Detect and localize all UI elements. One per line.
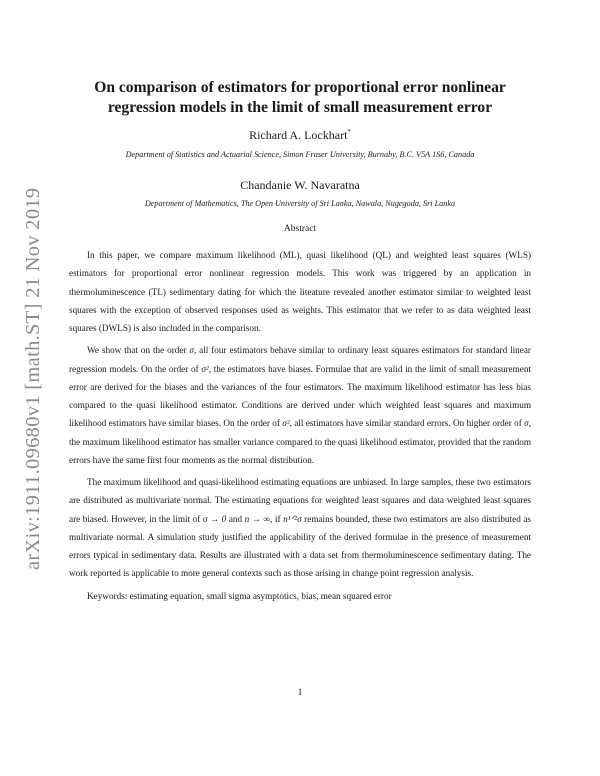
affiliation-1: Department of Statistics and Actuarial Science, Simon Fraser University, Burnaby, B.C. V5A 1S6, Canada xyxy=(125,150,475,159)
abstract-heading: Abstract xyxy=(283,224,317,234)
author-2 xyxy=(60,178,540,193)
title-line-2: regression models in the limit of small measurement error xyxy=(107,99,493,116)
author-1-mark: * xyxy=(347,128,351,136)
arxiv-stamp-text: arXiv:1911.09680v1 [math.ST] 21 Nov 2019 xyxy=(22,187,44,570)
abstract-paragraph-3: The maximum likelihood and quasi-likelihood estimating equations are unbiased. In large samples, these two estimators are distributed as multivariate normal. The estimating equations for weighted least squares and data weighted least squares are biased. However, in the limit of σ → 0 and n → ∞, if n¹ᐟ²σ remains bounded, these two estimators are also distributed as multivariate normal. A simulation study justified the applicability of the derived formulae in the presence of measurement errors typical in sedimentary data. Results are illustrated with a data set from thermoluminescence sedimentary dating. The work reported is applicable to more general contexts such as those arising in change point regression analysis. xyxy=(69,477,531,579)
abstract-paragraph-1: In this paper, we compare maximum likelihood (ML), quasi likelihood (QL) and weighted least squares (WLS) estimators for proportional error nonlinear regression models. This work was triggered by an application in thermoluminescence (TL) sedimentary dating for which the liteature revealed another estimator similar to weighted least squares with the exception of observed responses used as weights. This estimator that we refer to as data weighted least squares (DWLS) is also included in the comparison. xyxy=(69,250,531,333)
title-line-1: On comparison of estimators for proportional error nonlinear xyxy=(94,79,506,96)
affiliation-2: Department of Mathematics, The Open University of Sri Lanka, Nawala, Nugegoda, Sri Lanka xyxy=(144,199,456,208)
abstract-body xyxy=(69,246,531,609)
keywords: Keywords: estimating equation, small sigma asymptotics, bias, mean squared error xyxy=(87,590,392,601)
author-2-name: Chandanie W. Navaratna xyxy=(240,178,360,192)
author-1 xyxy=(60,128,540,143)
page-number: 1 xyxy=(297,688,303,698)
arxiv-stamp xyxy=(0,0,44,776)
paper-title xyxy=(60,78,540,118)
author-1-name: Richard A. Lockhart xyxy=(249,128,348,142)
abstract-paragraph-2: We show that on the order σ, all four estimators behave similar to ordinary least squares estimators for standard linear regression models. On the order of σ², the estimators have biases. Formulae that are valid in the limit of small measurement error are derived for the biases and the variances of the four estimators. The maximum likelihood estimator has less bias compared to the quasi likelihood estimator. Conditions are derived under which weighted least squares and maximum likelihood estimators have similar biases. On the order of σ², all estimators have similar standard errors. On higher order of σ, the maximum likelihood estimator has smaller variance compared to the quasi likelihood estimator, provided that the random errors have the same first four moments as the normal distribution. xyxy=(69,345,531,465)
